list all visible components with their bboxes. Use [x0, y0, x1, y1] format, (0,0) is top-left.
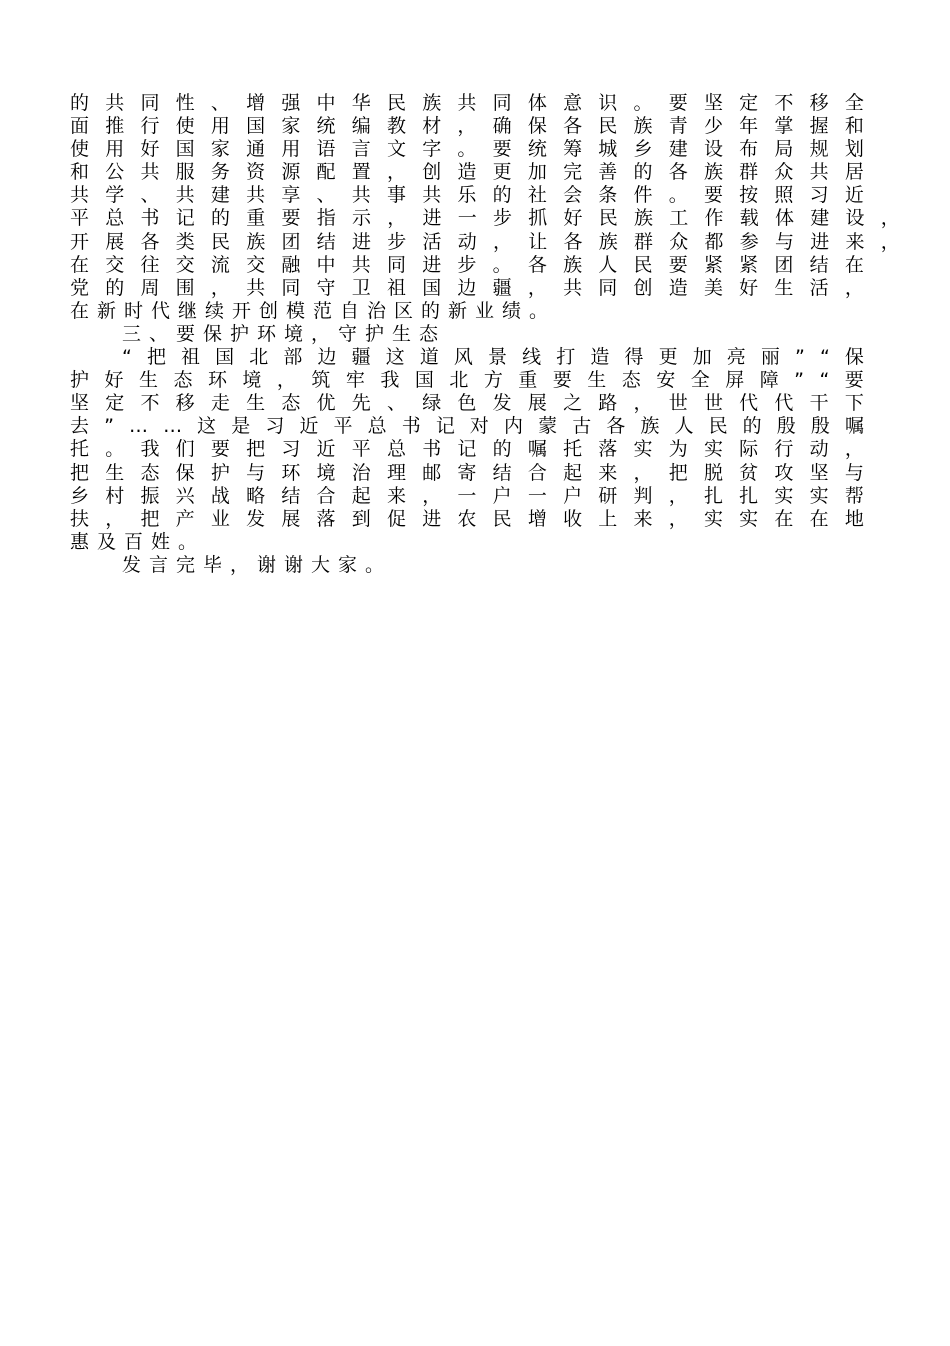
text-line: 乡 村 振 兴 战 略 结 合 起 来 ， 一 户 一 户 研 判 ， 扎 扎 实 实 帮	[70, 484, 864, 507]
text-line: 开 展 各 类 民 族 团 结 进 步 活 动 ， 让 各 族 群 众 都 参 与 进 来 ，	[70, 230, 900, 253]
document-body	[70, 92, 900, 577]
text-line: 面 推 行 使 用 国 家 统 编 教 材 ， 确 保 各 民 族 青 少 年 掌 握 和	[70, 115, 864, 138]
text-line: 和 公 共 服 务 资 源 配 置 ， 创 造 更 加 完 善 的 各 族 群 众 共 居	[70, 161, 864, 184]
section-heading: 三、要保护环境，守护生态	[122, 322, 447, 345]
paragraph-first-line: “ 把 祖 国 北 部 边 疆 这 道 风 景 线 打 造 得 更 加 亮 丽 ” “ 保	[122, 346, 864, 369]
paragraph-end-line: 在新时代继续开创模范自治区的新业绩。	[70, 299, 557, 322]
text-line: 扶 ， 把 产 业 发 展 落 到 促 进 农 民 增 收 上 来 ， 实 实 在 在 地	[70, 507, 864, 530]
text-line: 把 生 态 保 护 与 环 境 治 理 邮 寄 结 合 起 来 ， 把 脱 贫 攻 坚 与	[70, 461, 864, 484]
closing-line: 发言完毕，谢谢大家。	[122, 553, 393, 576]
text-line: 在 交 往 交 流 交 融 中 共 同 进 步 。 各 族 人 民 要 紧 紧 团 结 在	[70, 253, 864, 276]
text-line: 去 ” … … 这 是 习 近 平 总 书 记 对 内 蒙 古 各 族 人 民 的 殷 殷 嘱	[70, 415, 864, 438]
text-line: 党 的 周 围 ， 共 同 守 卫 祖 国 边 疆 ， 共 同 创 造 美 好 生 活 ，	[70, 276, 864, 299]
text-line: 的 共 同 性 、 增 强 中 华 民 族 共 同 体 意 识 。 要 坚 定 不 移 全	[70, 92, 864, 114]
text-line: 使 用 好 国 家 通 用 语 言 文 字 。 要 统 筹 城 乡 建 设 布 局 规 划	[70, 138, 864, 161]
text-line: 平 总 书 记 的 重 要 指 示 ， 进 一 步 抓 好 民 族 工 作 载 体 建 设 ，	[70, 207, 900, 230]
text-line: 托 。 我 们 要 把 习 近 平 总 书 记 的 嘱 托 落 实 为 实 际 行 动 ，	[70, 438, 864, 461]
text-line: 坚 定 不 移 走 生 态 优 先 、 绿 色 发 展 之 路 ， 世 世 代 代 干 下	[70, 392, 864, 415]
paragraph-end-line: 惠及百姓。	[70, 530, 206, 553]
text-line: 共 学 、 共 建 共 享 、 共 事 共 乐 的 社 会 条 件 。 要 按 照 习 近	[70, 184, 864, 207]
text-line: 护 好 生 态 环 境 ， 筑 牢 我 国 北 方 重 要 生 态 安 全 屏 障 ” “ 要	[70, 369, 864, 392]
